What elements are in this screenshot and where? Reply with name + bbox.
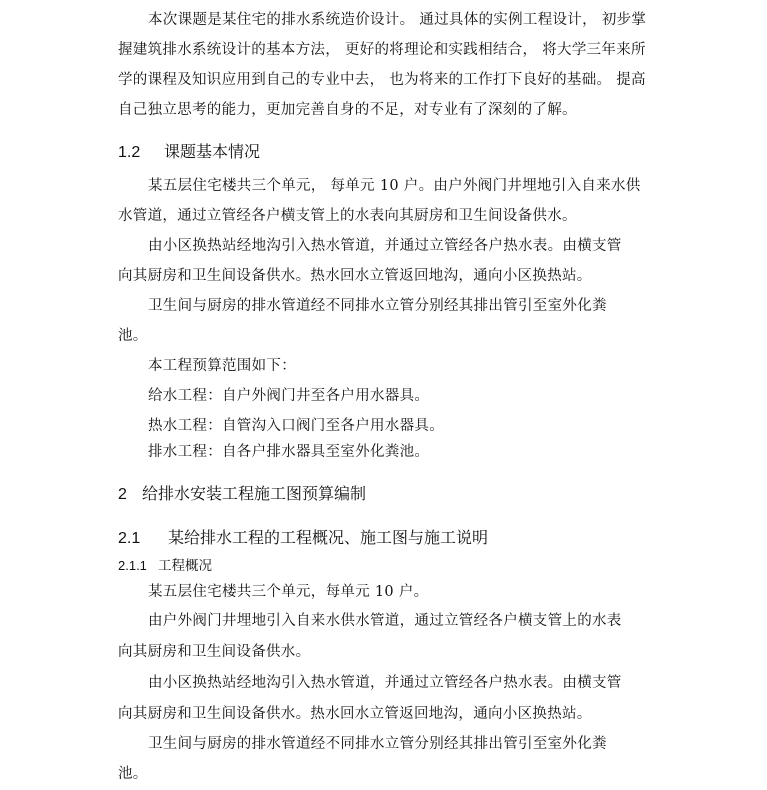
section-heading-2-1 [118, 527, 488, 550]
body-line: 由户外阀门井埋地引入自来水供水管道，通过立管经各户横支管上的水表 [148, 613, 622, 629]
body-line: 向其厨房和卫生间设备供水。 [118, 644, 311, 660]
section-title: 某给排水工程的工程概况、施工图与施工说明 [168, 528, 489, 547]
intro-line-2: 握建筑排水系统设计的基本方法， 更好的将理论和实践相结合， 将大学三年来所 [118, 42, 646, 58]
section-number: 2.1 [118, 530, 141, 547]
body-line: 给水工程：自户外阀门井至各户用水器具。 [148, 388, 430, 404]
body-line: 卫生间与厨房的排水管道经不同排水立管分别经其排出管引至室外化粪 [148, 298, 607, 314]
section-number: 2.1.1 [118, 558, 147, 573]
intro-line-4: 自己独立思考的能力，更加完善自身的不足，对专业有了深刻的了解。 [118, 102, 577, 118]
body-line: 某五层住宅楼共三个单元，每单元 10 户。 [148, 584, 429, 600]
body-line: 热水工程：自管沟入口阀门至各户用水器具。 [148, 418, 444, 434]
body-line: 由小区换热站经地沟引入热水管道，并通过立管经各户热水表。由横支管 [148, 238, 622, 254]
section-number: 2 [118, 486, 127, 503]
body-line: 水管道，通过立管经各户横支管上的水表向其厨房和卫生间设备供水。 [118, 208, 577, 224]
body-line: 排水工程：自各户排水器具至室外化粪池。 [148, 444, 430, 460]
body-line: 由小区换热站经地沟引入热水管道，并通过立管经各户热水表。由横支管 [148, 675, 622, 691]
body-line: 池。 [118, 328, 148, 344]
body-line: 本工程预算范围如下： [148, 358, 296, 374]
section-title: 课题基本情况 [164, 142, 261, 161]
section-heading-2 [118, 483, 366, 506]
body-line: 卫生间与厨房的排水管道经不同排水立管分别经其排出管引至室外化粪 [148, 736, 607, 752]
section-heading-1-2 [118, 141, 260, 164]
intro-line-1: 本次课题是某住宅的排水系统造价设计。 通过具体的实例工程设计， 初步掌 [148, 12, 647, 28]
intro-line-3: 学的课程及知识应用到自己的专业中去， 也为将来的工作打下良好的基础。 提高 [118, 72, 646, 88]
section-heading-2-1-1 [118, 557, 212, 575]
body-line: 池。 [118, 766, 148, 782]
body-line: 某五层住宅楼共三个单元， 每单元 10 户。由户外阀门井埋地引入自来水供 [148, 178, 641, 194]
body-line: 向其厨房和卫生间设备供水。热水回水立管返回地沟，通向小区换热站。 [118, 268, 592, 284]
section-title: 工程概况 [158, 558, 212, 574]
body-line: 向其厨房和卫生间设备供水。热水回水立管返回地沟，通向小区换热站。 [118, 706, 592, 722]
section-title: 给排水安装工程施工图预算编制 [142, 484, 367, 503]
section-number: 1.2 [118, 144, 141, 161]
